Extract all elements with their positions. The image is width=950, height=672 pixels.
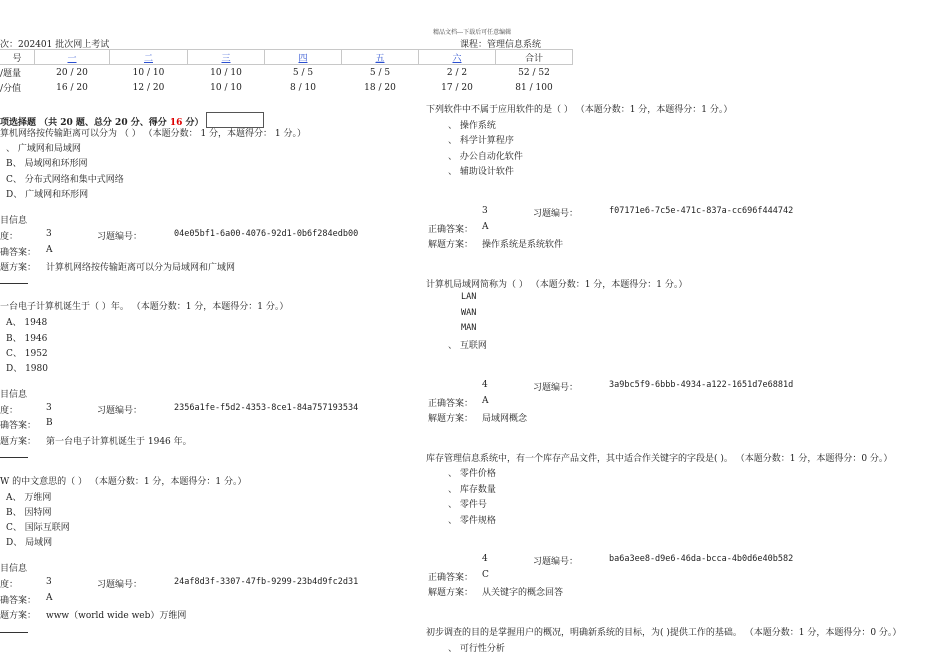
option: 、 辅助设计软件 [448,167,514,177]
table-cell: 10 / 10 [132,67,165,78]
solution-text: www（world wide web）万维网 [46,611,187,621]
option: 、 操作系统 [448,121,496,131]
table-cell: 81 / 100 [515,82,553,93]
table-cell: 2 / 2 [446,67,468,78]
question-stem: 计算机局域网简称为（ ） （本题分数：1 分，本题得分：1 分。） [426,280,688,290]
question-stem: 库存管理信息系统中，有一个库存产品文件，其中适合作关键字的字段是( )。 （本题分数：1 分，本题得分：0 分。） [426,454,893,464]
answer-label: 正确答案： [428,399,474,409]
answer-value: A [482,396,489,406]
solution-text: 局域网概念 [482,414,528,424]
document-watermark-note: 精品文档---下载后可任意编辑 [433,29,512,36]
section-link-6[interactable]: 六 [452,53,462,64]
answer-value: C [482,570,489,580]
table-row [0,65,573,81]
option-a: A、 万维网 [6,493,52,503]
question-divider [0,457,28,458]
option: 、 库存数量 [448,485,496,495]
difficulty-label: 度： [0,232,19,242]
option-a: A、 1948 [6,318,48,328]
section-link-2[interactable]: 二 [143,53,153,64]
option-c: C、 分布式网络和集中式网络 [6,175,124,185]
solution-label: 题方案： [0,263,37,273]
table-corner-label: 号 [0,50,35,65]
solution-text: 第一台电子计算机诞生于 1946 年。 [46,437,192,447]
section-link-1[interactable]: 一 [67,53,77,64]
question-id: 3a9bc5f9-6bbb-4934-a122-1651d7e6881d [609,380,794,390]
score-summary-table [0,49,573,95]
answer-label: 正确答案： [428,573,474,583]
table-cell: 12 / 20 [132,82,165,93]
question-id: 24af8d3f-3307-47fb-9299-23b4d9fc2d31 [174,577,359,587]
question-id-label: 习题编号： [97,580,143,590]
option: 、 科学计算程序 [448,136,514,146]
question-stem: W 的中文意思的（ ） （本题分数：1 分，本题得分：1 分。） [0,477,247,487]
option: 、 零件规格 [448,516,496,526]
option: 、 互联网 [448,341,487,351]
difficulty-value: 3 [482,206,488,216]
answer-value: A [46,593,53,603]
course-title: 课程：管理信息系统 [460,40,542,50]
question-stem: 初步调查的目的是掌握用户的概况，明确新系统的目标，为( )提供工作的基础。 （本题分数：1 分，本题得分：0 分。） [426,628,902,638]
difficulty-value: 4 [482,380,488,390]
option: 、 办公自动化软件 [448,152,523,162]
answer-label: 确答案： [0,248,37,258]
section-score: 16 [169,118,183,128]
solution-label: 题方案： [0,437,37,447]
option-a: 、 广域网和局域网 [6,144,81,154]
option: 、 零件价格 [448,469,496,479]
option-c: C、 国际互联网 [6,523,70,533]
answer-label: 正确答案： [428,225,474,235]
info-title: 目信息 [0,216,28,226]
section-title-end: 分） [182,118,204,128]
question-id-label: 习题编号： [533,557,579,567]
section-link-4[interactable]: 四 [298,53,308,64]
solution-label: 解题方案： [428,414,474,424]
solution-label: 题方案： [0,611,37,621]
difficulty-value: 3 [46,577,52,587]
solution-text: 从关键字的概念回答 [482,588,564,598]
option: LAN [461,292,477,302]
option: 、 可行性分析 [448,644,505,654]
table-cell: 52 / 52 [518,67,550,78]
table-cell: 18 / 20 [364,82,396,93]
question-divider [0,632,28,633]
solution-label: 解题方案： [428,588,474,598]
solution-label: 解题方案： [428,240,474,250]
question-id-label: 习题编号： [97,232,143,242]
option-b: B、 因特网 [6,508,52,518]
table-cell: 5 / 5 [369,67,391,78]
question-id-label: 习题编号： [533,209,579,219]
answer-value: A [46,245,53,255]
table-cell: 17 / 20 [441,82,473,93]
difficulty-value: 4 [482,554,488,564]
total-column-header: 合计 [496,50,573,65]
answer-value: B [46,418,53,428]
answer-value: A [482,222,489,232]
difficulty-label: 度： [0,580,19,590]
option: 、 零件号 [448,500,487,510]
option-b: B、 局域网和环形网 [6,159,88,169]
question-id-label: 习题编号： [97,406,143,416]
section-link-5[interactable]: 五 [375,53,385,64]
question-id: 2356a1fe-f5d2-4353-8ce1-84a757193534 [174,403,359,413]
exam-batch-title: 次：202401 批次网上考试 [0,40,110,50]
question-stem: 下列软件中不属于应用软件的是（ ） （本题分数：1 分，本题得分：1 分。） [426,105,733,115]
question-stem: 一台电子计算机诞生于（ ）年。 （本题分数：1 分，本题得分：1 分。） [0,302,289,312]
table-row [0,80,573,95]
table-cell: 8 / 10 [290,82,316,93]
solution-text: 计算机网络按传输距离可以分为局域网和广域网 [46,263,236,273]
option: WAN [461,308,477,318]
option-c: C、 1952 [6,349,48,359]
answer-label: 确答案： [0,421,37,431]
question-divider [0,283,28,284]
difficulty-value: 3 [46,229,52,239]
option-b: B、 1946 [6,334,48,344]
option: MAN [461,323,477,333]
question-stem: 算机网络按传输距离可以分为 （ ） （本题分数： 1 分，本题得分： 1 分。） [0,129,306,139]
row-label-count: /题量 [0,69,22,79]
section-title-text: 项选择题 （共 20 题、总分 20 分、得分 [0,118,170,128]
option-d: D、 1980 [6,364,48,374]
question-id: f07171e6-7c5e-471c-837a-cc696f444742 [609,206,794,216]
option-d: D、 广域网和环形网 [6,190,89,200]
answer-label: 确答案： [0,596,37,606]
section-link-3[interactable]: 三 [221,53,231,64]
info-title: 目信息 [0,564,28,574]
table-cell: 10 / 10 [210,82,242,93]
table-cell: 5 / 5 [292,67,314,78]
table-cell: 16 / 20 [56,82,88,93]
question-id-label: 习题编号： [533,383,579,393]
table-header-row [0,50,573,65]
difficulty-label: 度： [0,406,19,416]
difficulty-value: 3 [46,403,52,413]
table-cell: 10 / 10 [210,67,242,78]
option-d: D、 局域网 [6,538,53,548]
info-title: 目信息 [0,390,28,400]
question-id: 04e05bf1-6a00-4076-92d1-0b6f284edb00 [174,229,359,239]
row-label-score: /分值 [0,84,22,94]
table-cell: 20 / 20 [56,67,88,78]
solution-text: 操作系统是系统软件 [482,240,564,250]
question-id: ba6a3ee8-d9e6-46da-bcca-4b0d6e40b582 [609,554,794,564]
